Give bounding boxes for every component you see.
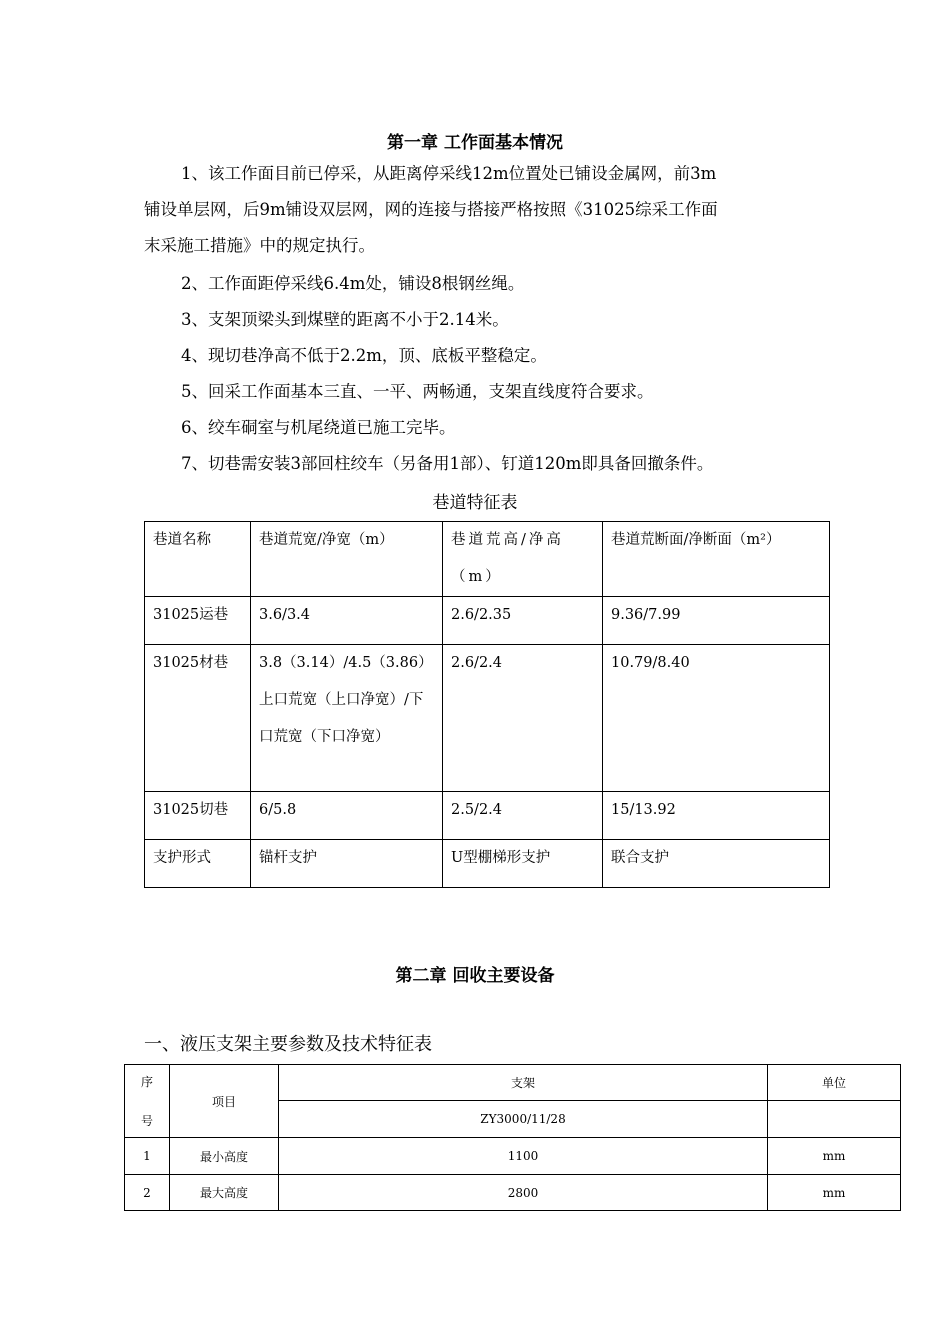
table-cell: 3.8（3.14）/4.5（3.86）上口荒宽（上口净宽）/下口荒宽（下口净宽） (251, 645, 443, 792)
table-cell: 1 (125, 1138, 170, 1175)
chapter1-item-3: 3、支架顶梁头到煤壁的距离不小于2.14米。 (181, 310, 509, 329)
table-header-row (145, 522, 830, 597)
table-cell: 31025切巷 (145, 792, 251, 840)
chapter1-item-2: 2、工作面距停采线6.4m处，铺设8根钢丝绳。 (181, 274, 525, 293)
table-cell: 6/5.8 (251, 792, 443, 840)
header-cell: 项目 (170, 1065, 279, 1138)
table-cell: 2800 (279, 1175, 768, 1211)
chapter2-title: 第二章 回收主要设备 (395, 966, 555, 986)
table-row (125, 1175, 901, 1211)
table-cell: 31025运巷 (145, 597, 251, 645)
table-cell: 最大高度 (170, 1175, 279, 1211)
header-cell: 巷道荒断面/净断面（m²） (603, 522, 830, 597)
table-row (145, 840, 830, 888)
paragraph-line: 铺设单层网，后9m铺设双层网，网的连接与搭接严格按照《31025综采工作面 (144, 200, 718, 219)
table-cell: mm (768, 1138, 901, 1175)
table-header-row (125, 1065, 901, 1101)
header-index-line: 序 (140, 1075, 153, 1089)
section-heading: 一、液压支架主要参数及技术特征表 (144, 1034, 432, 1055)
paragraph-line: 末采施工措施》中的规定执行。 (144, 236, 375, 255)
table-cell: 2.6/2.4 (443, 645, 603, 792)
tunnel-characteristics-table (144, 521, 830, 888)
header-index-cell (125, 1065, 170, 1138)
chapter1-item-4: 4、现切巷净高不低于2.2m，顶、底板平整稳定。 (181, 346, 547, 365)
table-cell: 15/13.92 (603, 792, 830, 840)
header-cell: 支架 (279, 1065, 768, 1101)
table-cell: 2.5/2.4 (443, 792, 603, 840)
header-index-line: 号 (140, 1114, 153, 1128)
chapter1-item-7: 7、切巷需安装3部回柱绞车（另备用1部）、钉道120m即具备回撤条件。 (181, 454, 714, 473)
table-cell: 锚杆支护 (251, 840, 443, 888)
tunnel-table-caption: 巷道特征表 (432, 493, 518, 513)
chapter1-title: 第一章 工作面基本情况 (387, 133, 563, 153)
header-cell: 巷道名称 (145, 522, 251, 597)
table-row (145, 597, 830, 645)
header-cell: 单位 (768, 1065, 901, 1101)
table-cell: 支护形式 (145, 840, 251, 888)
chapter1-item-1 (144, 156, 718, 264)
table-cell: 联合支护 (603, 840, 830, 888)
hydraulic-support-table (124, 1064, 901, 1211)
chapter1-item-5: 5、回采工作面基本三直、一平、两畅通，支架直线度符合要求。 (181, 382, 654, 401)
table-cell: 最小高度 (170, 1138, 279, 1175)
table-cell: 2 (125, 1175, 170, 1211)
paragraph-line: 1、该工作面目前已停采，从距离停采线12m位置处已铺设金属网，前3m (181, 164, 717, 183)
model-cell: ZY3000/11/28 (279, 1101, 768, 1138)
table-cell: 3.6/3.4 (251, 597, 443, 645)
table-cell: 10.79/8.40 (603, 645, 830, 792)
chapter1-item-6: 6、绞车硐室与机尾绕道已施工完毕。 (181, 418, 456, 437)
header-cell: 巷道荒宽/净宽（m） (251, 522, 443, 597)
table-cell: 1100 (279, 1138, 768, 1175)
table-row (145, 645, 830, 792)
table-cell: 2.6/2.35 (443, 597, 603, 645)
table-cell: U型棚梯形支护 (443, 840, 603, 888)
table-cell: 9.36/7.99 (603, 597, 830, 645)
table-row (145, 792, 830, 840)
table-cell: mm (768, 1175, 901, 1211)
table-cell: 31025材巷 (145, 645, 251, 792)
header-cell: 巷道荒高/净高（m） (443, 522, 603, 597)
table-cell (768, 1101, 901, 1138)
table-row (125, 1138, 901, 1175)
